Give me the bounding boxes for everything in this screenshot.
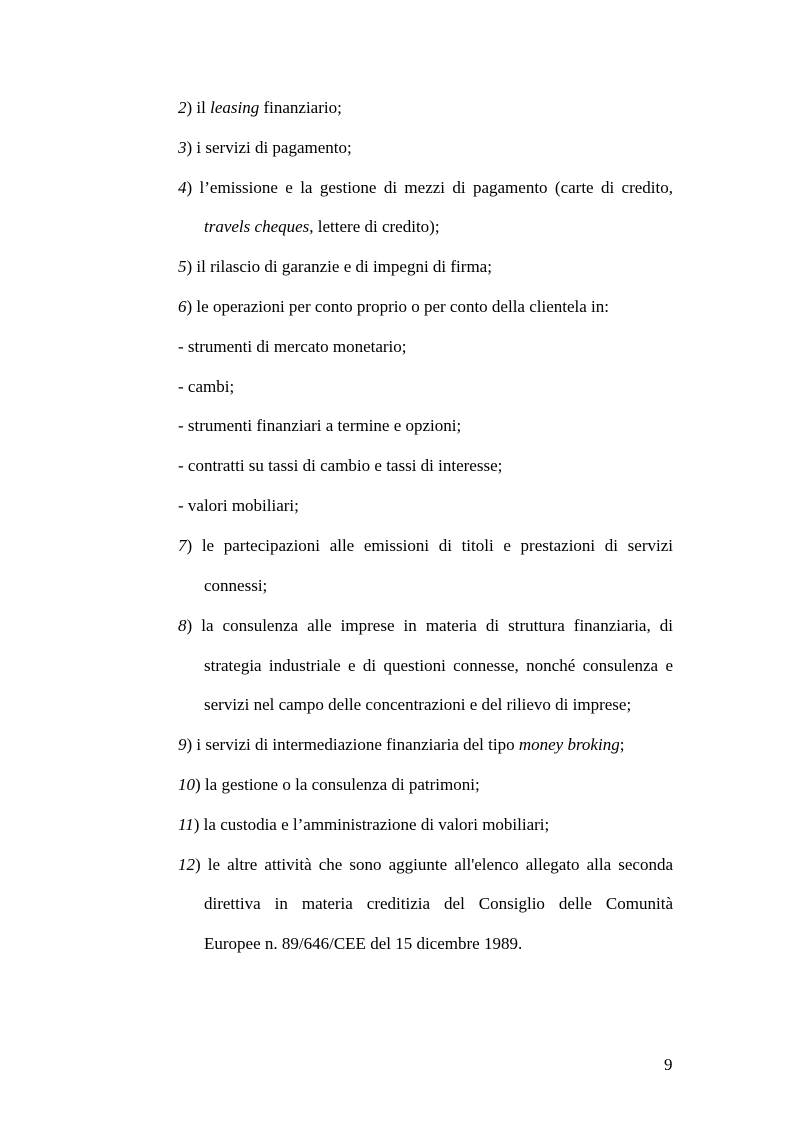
item-text: i servizi di pagamento;: [192, 138, 352, 157]
item-number: 6: [178, 297, 187, 316]
sub-item: - valori mobiliari;: [178, 496, 299, 515]
item-number: 8: [178, 616, 187, 635]
item-text: il rilascio di garanzie e di impegni di firma;: [192, 257, 492, 276]
list-item-8-continuation: servizi nel campo delle concentrazioni e del rilievo di imprese;: [204, 695, 632, 714]
list-item-8: 8) la consulenza alle imprese in materia di struttura finanziaria, di: [178, 616, 673, 635]
item-number: 4: [178, 178, 187, 197]
item-text: le altre attività che sono aggiunte all'elenco allegato alla seconda: [200, 855, 673, 874]
item-text: i servizi di intermediazione finanziaria del tipo: [192, 735, 519, 754]
item-number: 2: [178, 98, 187, 117]
item-text: finanziario;: [259, 98, 342, 117]
list-item-5: 5) il rilascio di garanzie e di impegni di firma;: [178, 257, 492, 276]
sub-item: - contratti su tassi di cambio e tassi di interesse;: [178, 456, 503, 475]
item-number: 3: [178, 138, 187, 157]
list-item-7-continuation: connessi;: [204, 576, 268, 595]
page-number: 9: [664, 1055, 673, 1074]
item-number: 11: [178, 815, 194, 834]
sub-item: - cambi;: [178, 377, 235, 396]
list-item-10: 10) la gestione o la consulenza di patrimoni;: [178, 775, 480, 794]
item-italic-term: travels cheques: [204, 217, 310, 236]
list-item-12: 12) le altre attività che sono aggiunte all'elenco allegato alla seconda: [178, 855, 673, 874]
list-item-9: 9) i servizi di intermediazione finanziaria del tipo money broking;: [178, 735, 625, 754]
sub-item: - strumenti finanziari a termine e opzioni;: [178, 416, 462, 435]
item-text: , lettere di credito);: [309, 217, 440, 236]
item-text: ;: [619, 735, 625, 754]
list-item-6: 6) le operazioni per conto proprio o per conto della clientela in:: [178, 297, 609, 316]
item-number: 9: [178, 735, 187, 754]
item-number: 12: [178, 855, 195, 874]
list-item-12-continuation: Europee n. 89/646/CEE del 15 dicembre 1989.: [204, 934, 523, 953]
list-item-3: 3) i servizi di pagamento;: [178, 138, 352, 157]
item-italic-term: leasing: [210, 98, 260, 117]
item-text: l’emissione e la gestione di mezzi di pagamento (carte di credito,: [192, 178, 673, 197]
item-text: la gestione o la consulenza di patrimoni;: [200, 775, 480, 794]
list-item-4-continuation: [204, 217, 440, 237]
list-item-8-continuation: strategia industriale e di questioni connesse, nonché consulenza e: [204, 656, 673, 675]
item-text: il: [192, 98, 211, 117]
item-number: 7: [178, 536, 187, 555]
item-italic-term: money broking: [518, 735, 620, 754]
item-text: le operazioni per conto proprio o per conto della clientela in:: [192, 297, 609, 316]
list-item-11: 11) la custodia e l’amministrazione di valori mobiliari;: [178, 815, 550, 834]
item-text: la consulenza alle imprese in materia di struttura finanziaria, di: [192, 616, 673, 635]
list-item-7: 7) le partecipazioni alle emissioni di titoli e prestazioni di servizi: [178, 536, 673, 555]
list-item-4: 4) l’emissione e la gestione di mezzi di pagamento (carte di credito,: [178, 178, 673, 197]
sub-item: - strumenti di mercato monetario;: [178, 337, 407, 356]
item-text: le partecipazioni alle emissioni di titoli e prestazioni di servizi: [192, 536, 673, 555]
item-text: la custodia e l’amministrazione di valori mobiliari;: [199, 815, 550, 834]
item-number: 5: [178, 257, 187, 276]
item-number: 10: [178, 775, 195, 794]
list-item-2: 2) il leasing finanziario;: [178, 98, 342, 117]
list-item-12-continuation: direttiva in materia creditizia del Consiglio delle Comunità: [204, 894, 673, 913]
